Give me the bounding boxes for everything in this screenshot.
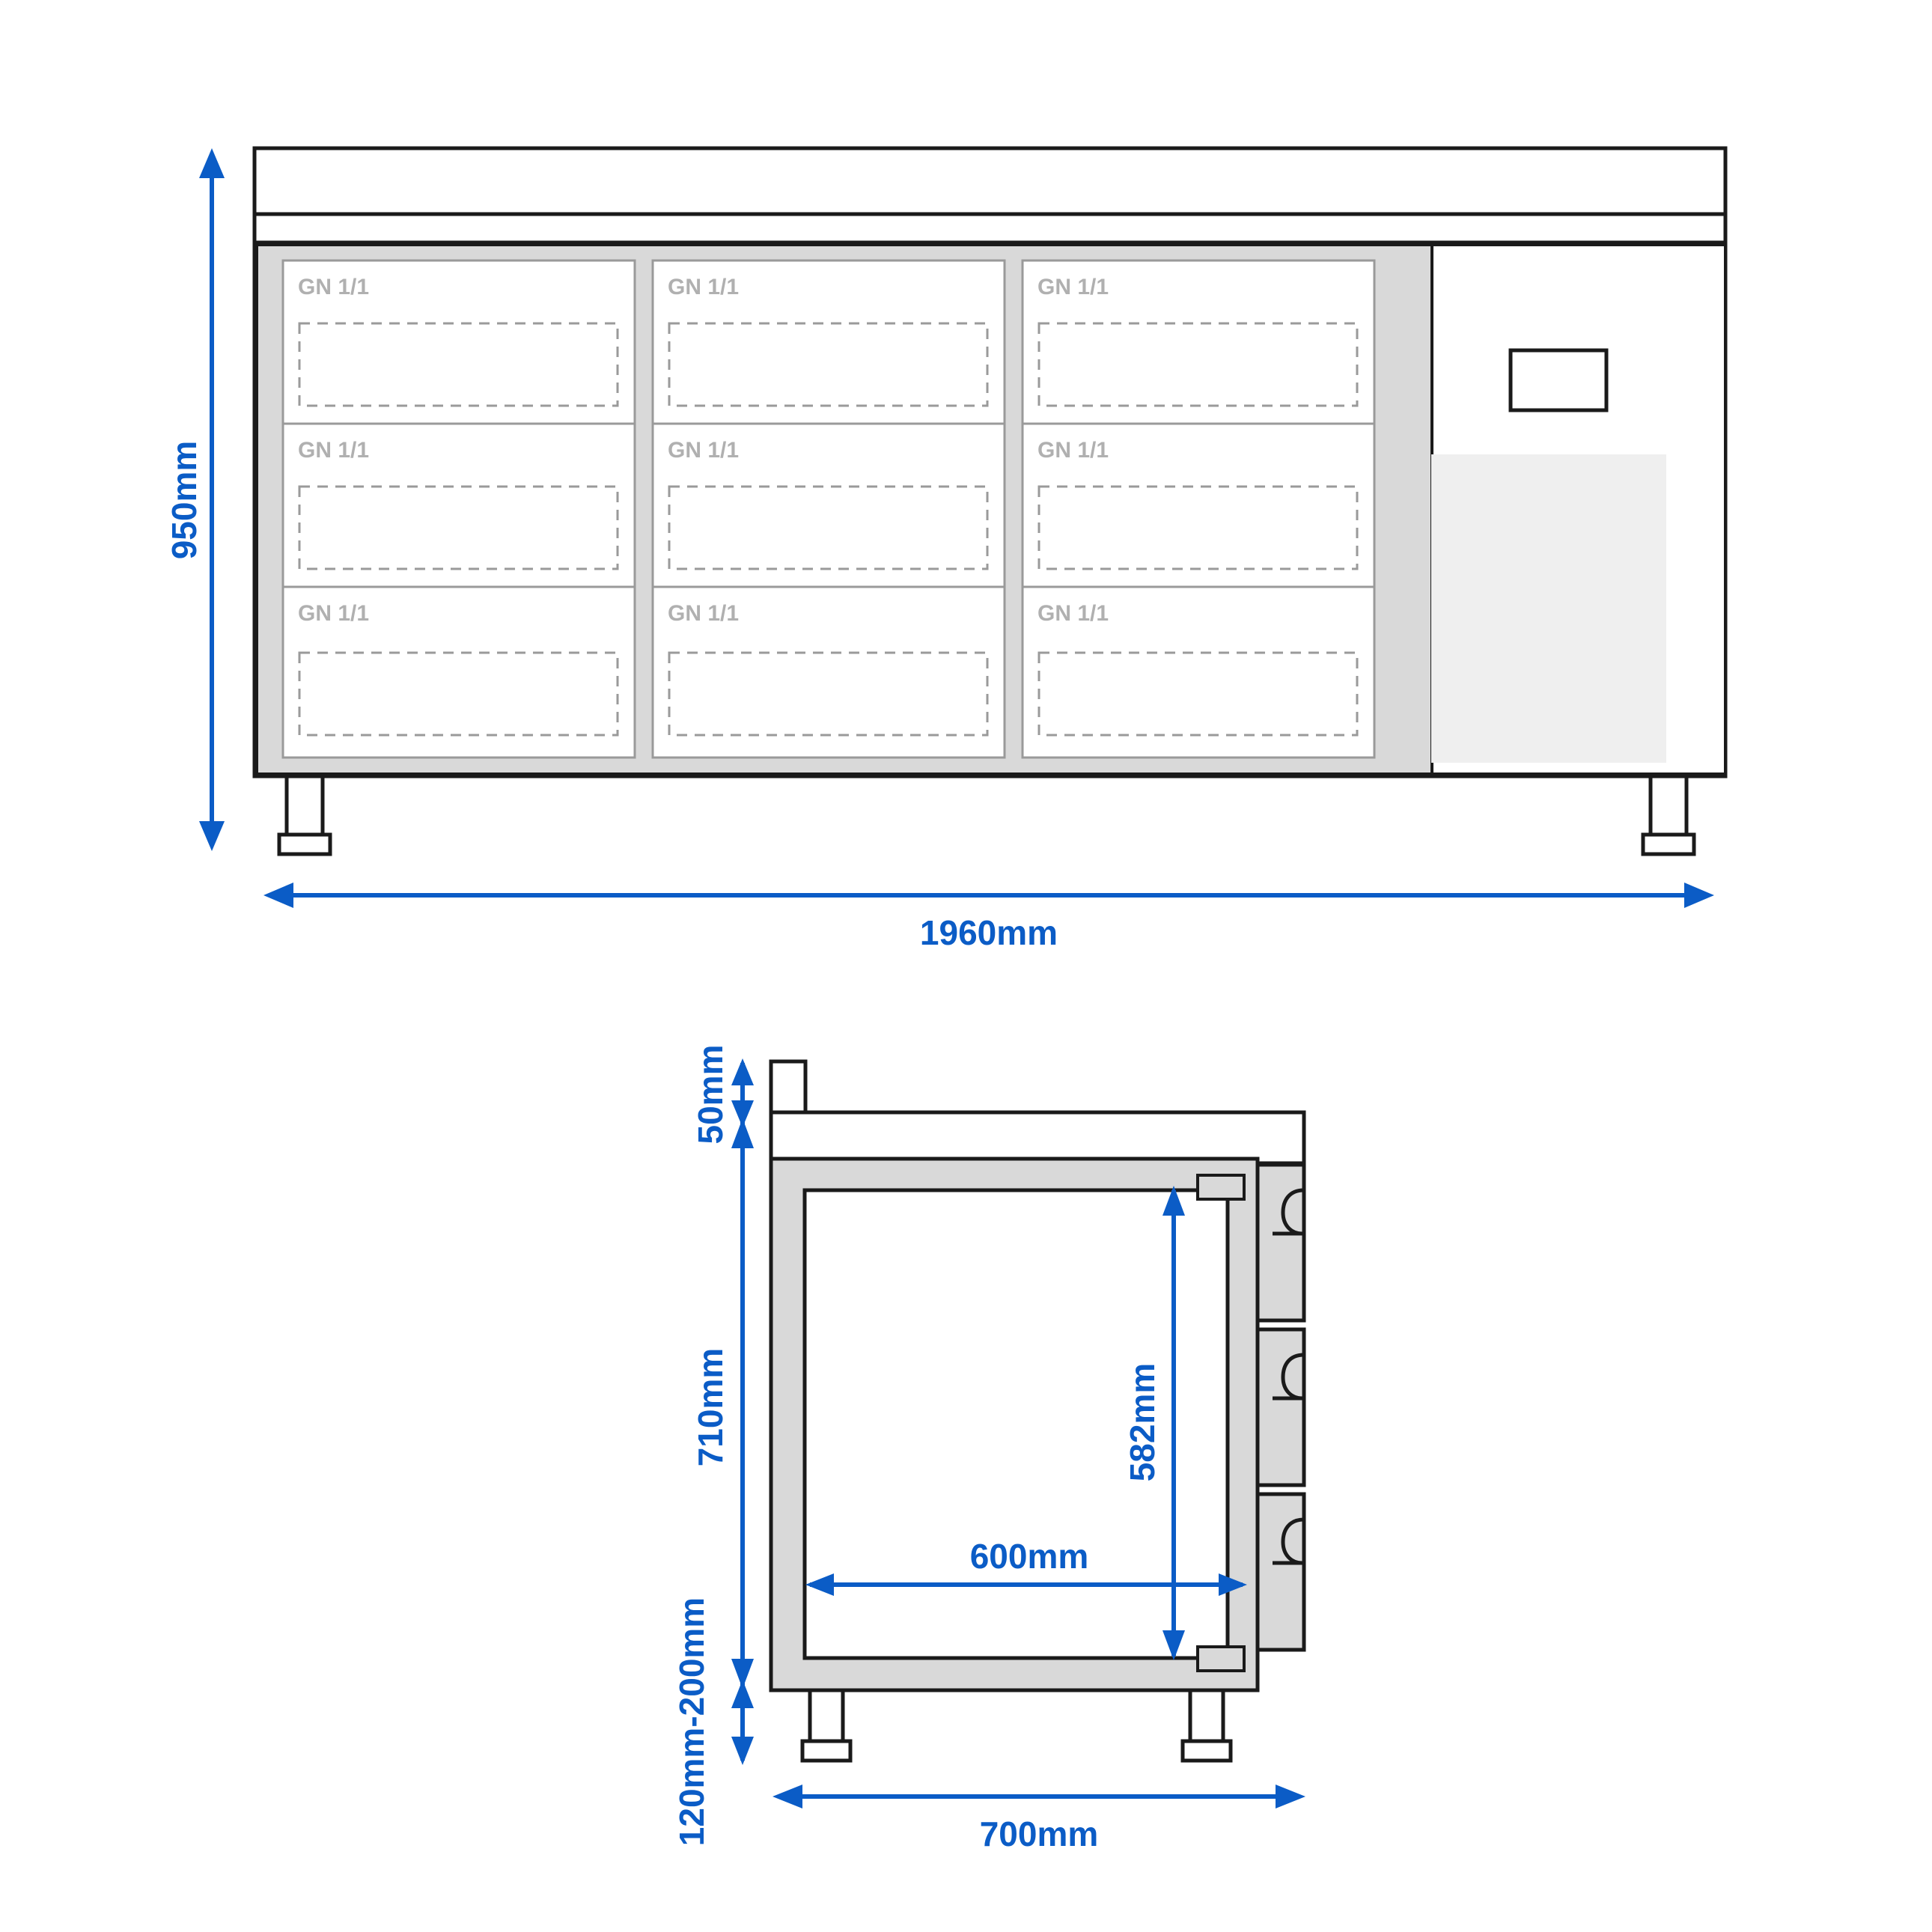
dimension-label-splashback: 50mm — [691, 1044, 730, 1145]
side-leg-right — [1190, 1690, 1223, 1741]
side-view-group — [672, 1045, 1305, 1853]
leg-right — [1651, 776, 1686, 835]
side-leg-left — [810, 1690, 843, 1741]
front-view-group — [165, 148, 1725, 952]
dimension-label-leg-height: 120mm-200mm — [672, 1597, 711, 1847]
gn-label: GN 1/1 — [668, 275, 740, 299]
dimension-label-inner-depth: 600mm — [969, 1537, 1089, 1576]
gn-label: GN 1/1 — [1037, 275, 1109, 299]
side-body-cavity — [805, 1190, 1228, 1658]
dimension-label-width: 1960mm — [919, 913, 1058, 952]
dimension-depth-700 — [773, 1785, 1305, 1853]
gn-label: GN 1/1 — [298, 438, 370, 463]
gn-label: GN 1/1 — [298, 601, 370, 626]
leg-left-foot — [279, 835, 330, 854]
side-drawer-front[interactable] — [1258, 1329, 1304, 1485]
cavity-notch-top — [1198, 1175, 1244, 1199]
side-drawer-stack — [1258, 1165, 1304, 1650]
side-leg-left-foot — [802, 1741, 850, 1761]
counter-top-edge — [255, 214, 1725, 243]
cavity-notch-bottom — [1198, 1647, 1244, 1671]
dimension-label-body-height: 710mm — [691, 1347, 730, 1467]
gn-label: GN 1/1 — [1037, 601, 1109, 626]
dimension-height-950 — [165, 148, 225, 851]
vent-panel — [1432, 455, 1666, 762]
gn-label: GN 1/1 — [668, 601, 740, 626]
gn-label: GN 1/1 — [1037, 438, 1109, 463]
side-drawer-front[interactable] — [1258, 1494, 1304, 1650]
dimension-width-1960 — [263, 883, 1714, 952]
dimension-label-height: 950mm — [165, 440, 204, 560]
counter-top — [255, 148, 1725, 214]
leg-left — [287, 776, 323, 835]
side-counter-top — [771, 1112, 1304, 1163]
gn-label: GN 1/1 — [668, 438, 740, 463]
side-leg-right-foot — [1183, 1741, 1231, 1761]
dimension-label-inner-height: 582mm — [1123, 1362, 1162, 1482]
side-drawer-front[interactable] — [1258, 1165, 1304, 1320]
gn-label: GN 1/1 — [298, 275, 370, 299]
control-display[interactable] — [1511, 350, 1606, 410]
leg-right-foot — [1643, 835, 1694, 854]
dimension-label-total-depth: 700mm — [979, 1814, 1099, 1853]
